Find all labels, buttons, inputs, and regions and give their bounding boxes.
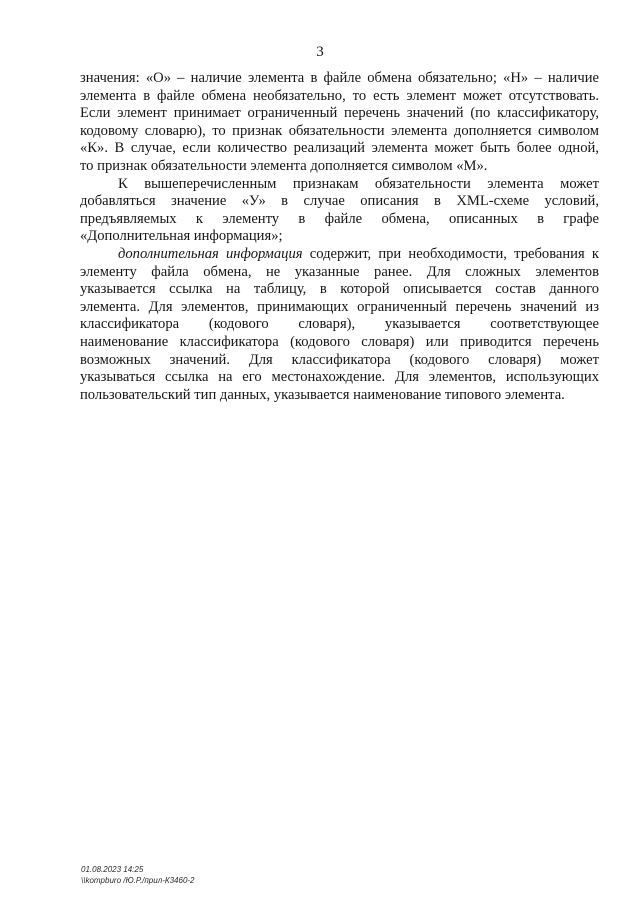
text-line: Если элемент принимает ограниченный перечень значений (по классификатору, bbox=[80, 105, 599, 122]
footer-file-path: \\kompburo /Ю.Р./прил-К3460-2 bbox=[81, 876, 195, 885]
term-additional-info: дополнительная информация bbox=[118, 245, 303, 262]
text-line: классификатора (кодового словаря), указывается соответствующее bbox=[80, 316, 599, 333]
text-line: наименование классификатора (кодового словаря) или приводится перечень bbox=[80, 333, 599, 350]
text-line: возможных значений. Для классификатора (кодового словаря) может bbox=[80, 351, 599, 368]
text-line: К вышеперечисленным признакам обязательности элемента может bbox=[118, 175, 599, 192]
text-line: элемента в файле обмена необязательно, то есть элемент может отсутствовать. bbox=[80, 87, 599, 104]
document-body bbox=[80, 70, 599, 404]
text-line: добавляться значение «У» в случае описания в XML-схеме условий, bbox=[80, 193, 599, 210]
paragraph-condition-value bbox=[80, 176, 599, 246]
footer-timestamp: 01.08.2023 14:25 bbox=[81, 865, 144, 874]
text-line: значения: «О» – наличие элемента в файле обмена обязательно; «Н» – наличие bbox=[80, 70, 599, 86]
print-footer bbox=[81, 864, 195, 886]
text-line: пользовательский тип данных, указывается наименование типового элемента. bbox=[80, 386, 565, 403]
text-line: «Дополнительная информация»; bbox=[80, 228, 283, 245]
page-number: 3 bbox=[316, 44, 324, 60]
text-segment: содержит, при необходимости, требования к bbox=[302, 245, 599, 262]
text-line: указываться ссылка на его местонахождение. Для элементов, использующих bbox=[80, 369, 599, 386]
text-line bbox=[80, 246, 599, 264]
paragraph-additional-info bbox=[80, 246, 599, 404]
text-line: «К». В случае, если количество реализаций элемента может быть более одной, bbox=[80, 140, 599, 157]
text-line: кодовому словарю), то признак обязательности элемента дополняется символом bbox=[80, 122, 599, 139]
text-line: указывается ссылка на таблицу, в которой описывается состав данного bbox=[80, 281, 599, 298]
text-line: элемента. Для элементов, принимающих ограниченный перечень значений из bbox=[80, 298, 599, 315]
text-line: то признак обязательности элемента дополняется символом «М». bbox=[80, 157, 488, 174]
text-line: предъявляемых к элементу в файле обмена, описанных в графе bbox=[80, 210, 599, 227]
paragraph-obligation-codes bbox=[80, 70, 599, 176]
text-line: элементу файла обмена, не указанные ранее. Для сложных элементов bbox=[80, 263, 599, 280]
